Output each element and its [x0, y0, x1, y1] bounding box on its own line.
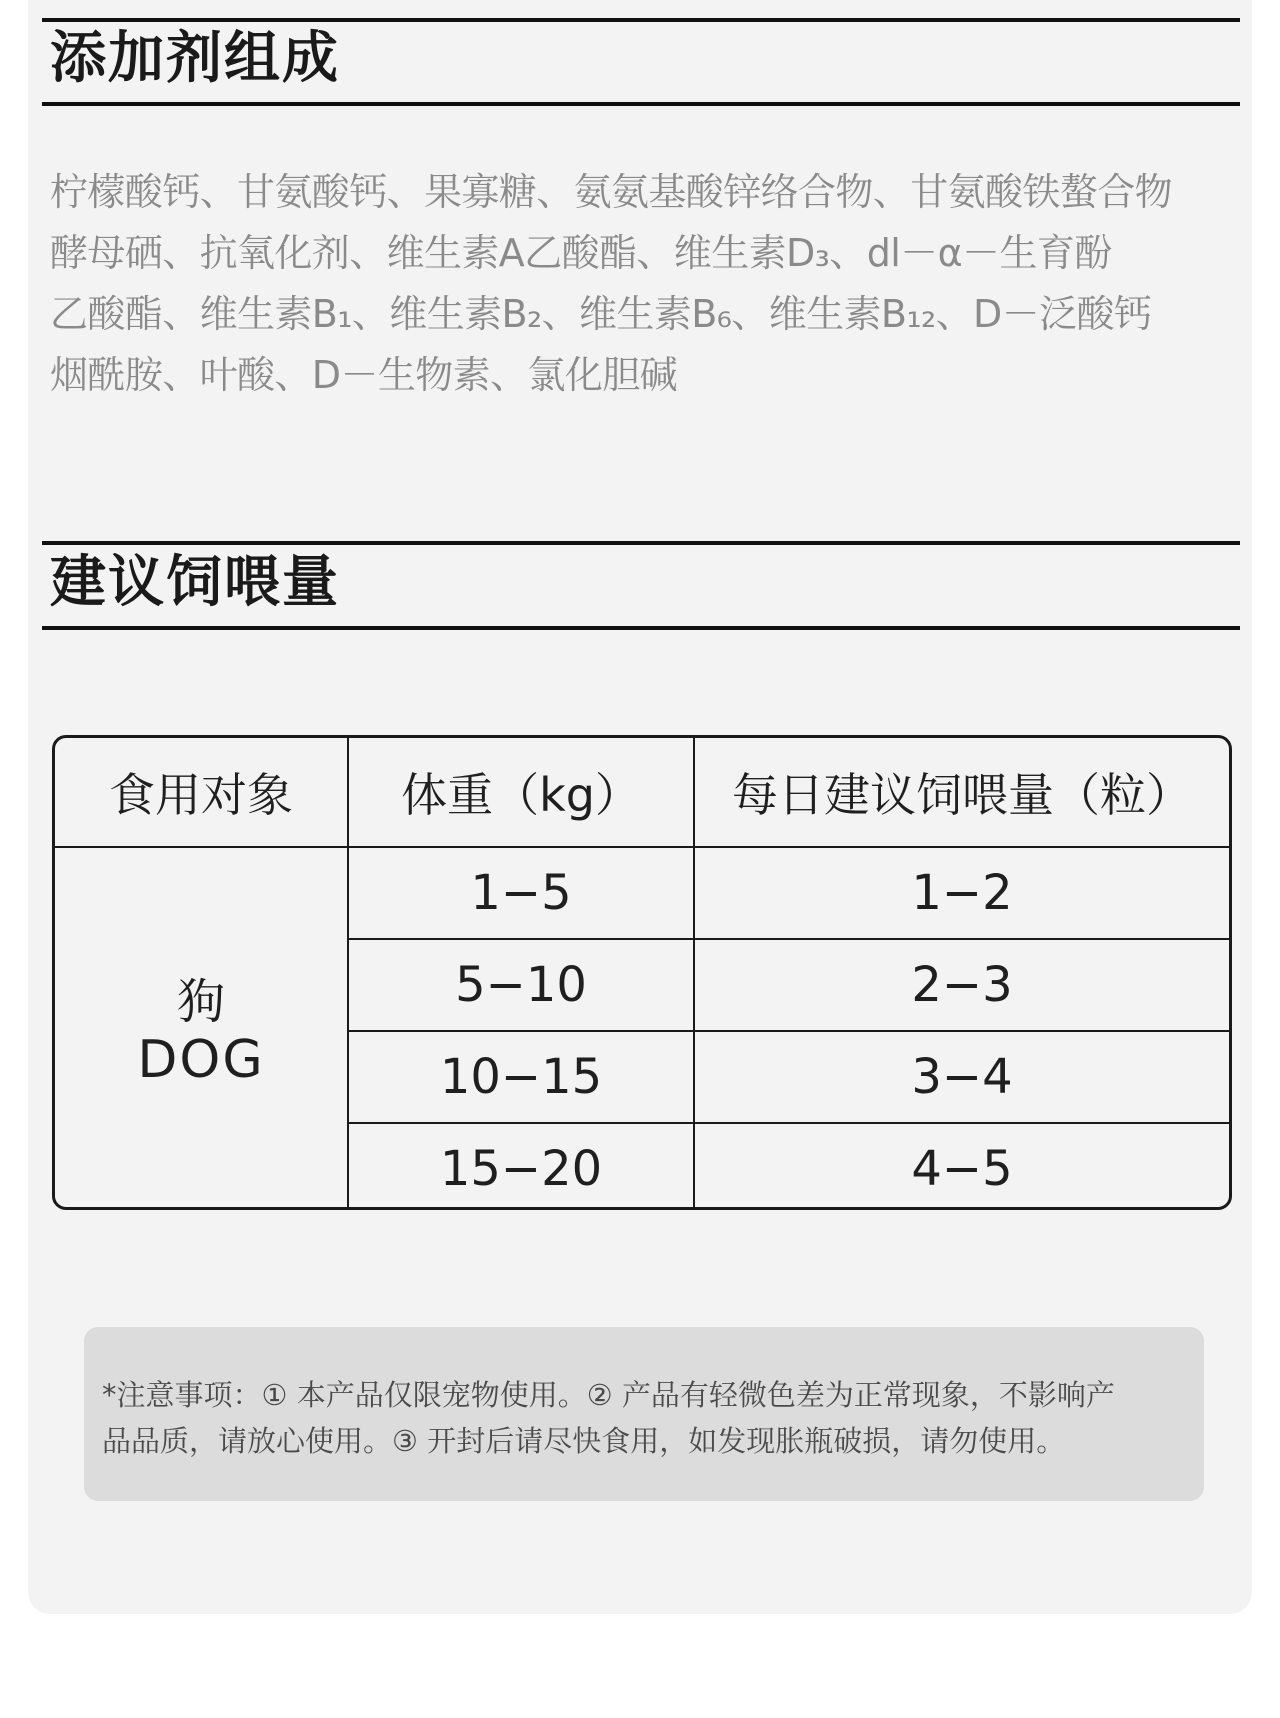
additives-line: 乙酸酯、维生素B₁、维生素B₂、维生素B₆、维生素B₁₂、D－泛酸钙	[50, 292, 1152, 336]
weight-cell: 10−15	[348, 1031, 694, 1123]
table-header-row	[55, 738, 1229, 847]
notice-line: 品品质，请放心使用。③ 开封后请尽快食用，如发现胀瓶破损，请勿使用。	[102, 1424, 1066, 1458]
subject-cell	[55, 847, 348, 1210]
section-rule-top	[42, 541, 1240, 545]
subject-en: DOG	[137, 1029, 265, 1090]
header-weight: 体重（kg）	[348, 738, 694, 847]
section-rule-bottom	[42, 626, 1240, 630]
amount-cell: 4−5	[694, 1123, 1229, 1210]
weight-cell: 15−20	[348, 1123, 694, 1210]
additives-line: 柠檬酸钙、甘氨酸钙、果寡糖、氨氨基酸锌络合物、甘氨酸铁螯合物	[50, 170, 1173, 214]
section-rule-bottom	[42, 102, 1240, 106]
additives-title: 添加剂组成	[50, 26, 340, 91]
amount-cell: 1−2	[694, 847, 1229, 939]
amount-cell: 2−3	[694, 939, 1229, 1031]
section-rule-top	[42, 18, 1240, 22]
header-amount: 每日建议饲喂量（粒）	[694, 738, 1229, 847]
weight-cell: 1−5	[348, 847, 694, 939]
additives-line: 酵母硒、抗氧化剂、维生素A乙酸酯、维生素D₃、dl－α－生育酚	[50, 231, 1112, 275]
additives-line: 烟酰胺、叶酸、D－生物素、氯化胆碱	[50, 353, 678, 397]
header-subject: 食用对象	[55, 738, 348, 847]
table-row	[55, 847, 1229, 939]
notice-line: *注意事项：① 本产品仅限宠物使用。② 产品有轻微色差为正常现象，不影响产	[102, 1378, 1115, 1412]
subject-cn: 狗	[176, 973, 225, 1030]
weight-cell: 5−10	[348, 939, 694, 1031]
feeding-table	[52, 735, 1232, 1210]
additives-list	[50, 162, 1250, 406]
amount-cell: 3−4	[694, 1031, 1229, 1123]
feeding-title: 建议饲喂量	[50, 550, 340, 615]
notice-box	[84, 1327, 1204, 1501]
